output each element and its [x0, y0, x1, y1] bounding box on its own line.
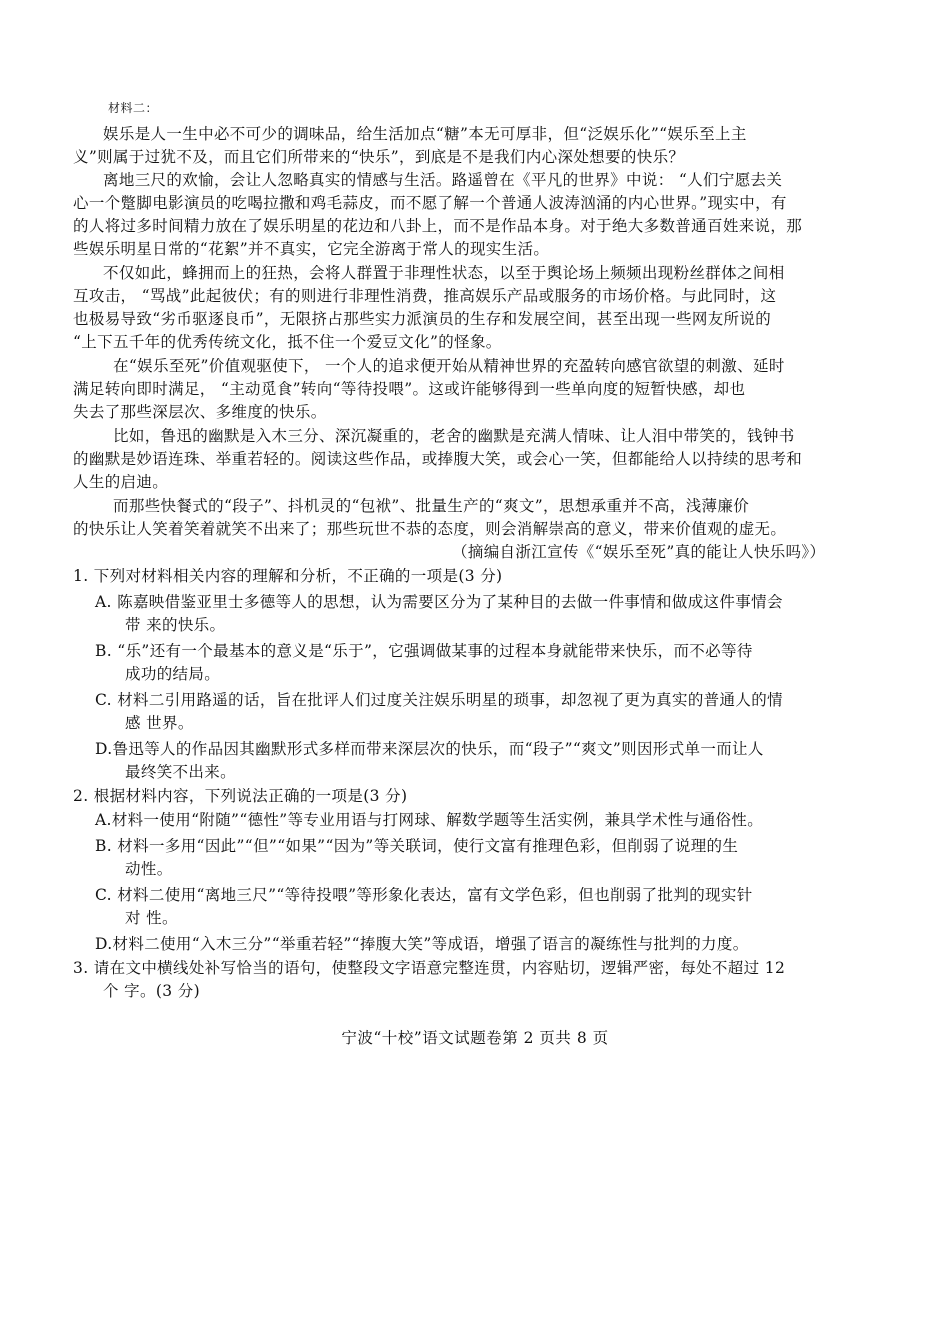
option-line: D.鲁迅等人的作品因其幽默形式多样而带来深层次的快乐，而“段子”“爽文”则因形式单一而让人	[95, 740, 764, 758]
paragraph-line: 也极易导致“劣币驱逐良币”，无限挤占那些实力派演员的生存和发展空间，甚至出现一些网友所说的	[73, 310, 772, 328]
paragraph-line: 互攻击， “骂战”此起彼伏；有的则进行非理性消费，推高娱乐产品或服务的市场价格。与此同时，这	[73, 287, 777, 305]
paragraph-line: 的人将过多时间精力放在了娱乐明星的花边和八卦上，而不是作品本身。对于绝大多数普通百姓来说，那	[73, 217, 803, 235]
paragraph-line: 的幽默是妙语连珠、举重若轻的。阅读这些作品，或捧腹大笑，或会心一笑，但都能给人以持续的思考和	[73, 450, 803, 468]
option-line: C. 材料二使用“离地三尺”“等待投喂”等形象化表达，富有文学色彩，但也削弱了批判的现实针	[95, 886, 753, 904]
source-citation: （摘编自浙江宣传《“娱乐至死”真的能让人快乐吗》）	[452, 543, 826, 561]
paragraph-line: 离地三尺的欢愉，会让人忽略真实的情感与生活。路遥曾在《平凡的世界》中说： “人们宁愿去关	[103, 171, 783, 189]
paragraph-line: “上下五千年的优秀传统文化，抵不住一个爱豆文化”的怪象。	[73, 333, 502, 351]
question-stem: 1. 下列对材料相关内容的理解和分析，不正确的一项是(3 分)	[73, 567, 503, 585]
option-line: 感 世界。	[125, 714, 194, 732]
option-line: C. 材料二引用路遥的话，旨在批评人们过度关注娱乐明星的琐事，却忽视了更为真实的普通人的情	[95, 691, 783, 709]
option-line: 带 来的快乐。	[125, 616, 226, 634]
option-line: A.材料一使用“附随”“德性”等专业用语与打网球、解数学题等生活实例，兼具学术性与通俗性。	[95, 811, 764, 829]
question-stem: 2. 根据材料内容，下列说法正确的一项是(3 分)	[73, 787, 408, 805]
paragraph-line: 而那些快餐式的“段子”、抖机灵的“包袱”、批量生产的“爽文”，思想承重并不高，浅薄廉价	[113, 497, 750, 515]
paragraph-line: 不仅如此，蜂拥而上的狂热，会将人群置于非理性状态，以至于舆论场上频频出现粉丝群体之间相	[103, 264, 785, 282]
paragraph-line: 失去了那些深层次、多维度的快乐。	[73, 403, 327, 421]
option-line: B. “乐”还有一个最基本的意义是“乐于”，它强调做某事的过程本身就能带来快乐，而不必等待	[95, 642, 753, 660]
paragraph-line: 满足转向即时满足， “主动觅食”转向“等待投喂”。这或许能够得到一些单向度的短暂快感，却也	[73, 380, 746, 398]
paragraph-line: 娱乐是人一生中必不可少的调味品，给生活加点“糖”本无可厚非，但“泛娱乐化”“娱乐至上主	[103, 125, 747, 143]
paragraph-line: 的快乐让人笑着笑着就笑不出来了；那些玩世不恭的态度，则会消解崇高的意义，带来价值观的虚无。	[73, 520, 787, 538]
paragraph-line: 在“娱乐至死”价值观驱使下， 一个人的追求便开始从精神世界的充盈转向感官欲望的刺激、延时	[113, 357, 785, 375]
paragraph-line: 心一个蹩脚电影演员的吃喝拉撒和鸡毛蒜皮，而不愿了解一个普通人波涛汹涌的内心世界。”现实中，有	[73, 194, 787, 212]
page-footer: 宁波“十校”语文试题卷第 2 页共 8 页	[341, 1029, 609, 1047]
option-line: 动性。	[125, 860, 173, 878]
question-stem: 3. 请在文中横线处补写恰当的语句，使整段文字语意完整连贯，内容贴切，逻辑严密，每处不超过 12	[73, 959, 786, 977]
option-line: 成功的结局。	[125, 665, 221, 683]
paragraph-line: 人生的启迪。	[73, 473, 169, 491]
option-line: D.材料二使用“入木三分”“举重若轻”“捧腹大笑”等成语，增强了语言的凝练性与批判的力度。	[95, 935, 749, 953]
option-line: 对 性。	[125, 909, 178, 927]
material-label: 材料二：	[108, 101, 159, 115]
option-line: 最终笑不出来。	[125, 763, 236, 781]
option-line: B. 材料一多用“因此”“但”“如果”“因为”等关联词，使行文富有推理色彩，但削弱了说理的生	[95, 837, 739, 855]
paragraph-line: 比如，鲁迅的幽默是入木三分、深沉凝重的，老舍的幽默是充满人情味、让人泪中带笑的，钱钟书	[113, 427, 795, 445]
option-line: A. 陈嘉映借鉴亚里士多德等人的思想，认为需要区分为了某种目的去做一件事情和做成这件事情会	[95, 593, 783, 611]
paragraph-line: 义”则属于过犹不及，而且它们所带来的“快乐”，到底是不是我们内心深处想要的快乐？	[73, 148, 685, 166]
question-continuation: 个 字。(3 分)	[103, 982, 200, 1000]
paragraph-line: 些娱乐明星日常的“花絮”并不真实，它完全游离于常人的现实生活。	[73, 240, 550, 258]
